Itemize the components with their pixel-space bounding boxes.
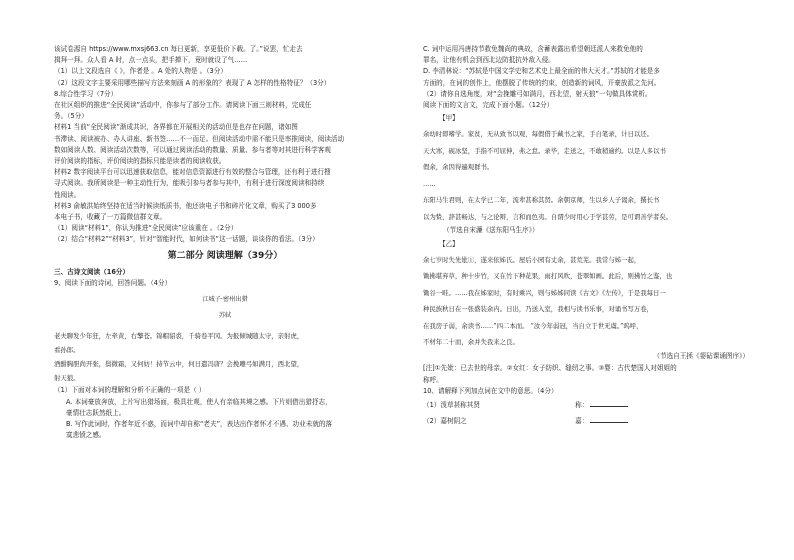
- material-2: 材料2 数字阅读平台可以迅速获取信息，能对信息资源进行有效的整合与管理，还有利于进行搜: [54, 168, 331, 177]
- passage-jia-ellipsis: ……: [423, 179, 436, 188]
- passage-jia-line: 东阳马生君则，在太学已二年，流辈甚称其贤。余朝京师，生以乡人子谒余，撰长书: [423, 196, 660, 205]
- option-d-cont: 方面的，在词的创作上，他摆脱了传统的约束，创造新的词风，开豪放派之先河。: [423, 78, 661, 87]
- section-title: 第二部分 阅读理解（39分）: [167, 250, 283, 261]
- passage-yi-line: 不材年二十而，余并失我来之良。: [423, 338, 519, 347]
- passage-yi-label: 【乙】: [439, 239, 459, 248]
- passage-yi-source: （节选自王拯《媭砧课诵图序》）: [653, 351, 749, 360]
- poem-line: 射天狼。: [54, 374, 80, 383]
- option-c: C. 词中运用冯唐持节救免魏尚的典故，含蓄表露出希望朝廷派人来救免他的: [423, 45, 643, 53]
- question-10-item-label: 嘉：: [575, 417, 589, 426]
- text-line: 性阅读。: [54, 190, 81, 199]
- text-line: 评价阅读的指标，评价阅读的指标只能是读者的阅读收获。: [54, 157, 226, 166]
- right-column: [423, 44, 749, 428]
- text-line: 在社区组织的推进“全民阅读”活动中，你参与了部分工作。请阅读下面三则材料，完成任: [54, 101, 312, 110]
- material-1: 材料1 当前“全民阅读”渐成共识，各界都在开展相关的活动但是也存在问题，诸如图: [54, 123, 298, 132]
- passage-jia-label: 【甲】: [439, 114, 459, 123]
- question-8-sub-1: （1）阅读“材料1”，你认为推进“全民阅读”应该重在 。（2分）: [54, 224, 238, 233]
- text-line: 书滞读、阅读被办、办人讲座、新书签……不一而足。但阅读活动中需不能只是率推阅读，阅读活动: [54, 134, 345, 143]
- passage-jia-line: 假余，余因得遍观群书。: [423, 163, 494, 172]
- text-line: 本电子书，收藏了一万篇微信群文章。: [54, 213, 167, 222]
- question-8-sub-2: （2）结合“材料2”“材料3”，针对“智能时代，如何读书”这一话题，谈谈你的看法。（3分）: [54, 235, 319, 244]
- question-10-item-text: （1）泼草甚称其贤: [423, 401, 480, 410]
- passage-yi-line: 种民族秋日在一张盛装余内。日出，乃送入室，我相与读书乐事，对诵书写万卷，: [423, 305, 654, 314]
- passage-note: [注]①先妣：已去世的母亲。②女红：女子纺织、缝纫之事。③婴：古代楚国人对姐姐的: [423, 364, 677, 373]
- question-8-1: （1）以上文段选自《 》，作者是 。A 处的人物是 。（3分）: [54, 67, 227, 76]
- question-10: 10、请解释下列加点词在文中的意思。（4分）: [423, 387, 558, 396]
- poem-line: 酒酣胸胆尚开张，鬓微霜，又何妨！持节云中，何日遣冯唐？会挽雕弓如满月，西北望，: [54, 360, 304, 369]
- passage-yi-line: 在我房子弱，余读书……”四二本而。 “汝今年弱冠，当自立于世无虞。”呜呼，: [423, 321, 643, 330]
- poem-author: 苏轼: [218, 312, 232, 320]
- left-column: [54, 44, 396, 441]
- poem-title: 江城子·密州出猎: [202, 296, 248, 304]
- question-8-2: （2）这段文字主要采用哪些描写方法来刻画 A 的形象的？表现了 A 怎样的性格特征？（3分）: [54, 78, 331, 87]
- question-10-item-label: 称：: [575, 401, 589, 410]
- option-d: D. 李清林说：“苏轼是中国文学史和艺术史上最全面的伟大天才。”苏轼的才能是多: [423, 67, 660, 76]
- question-10-item-text: （2）嘉树阴之: [423, 417, 467, 426]
- question-9-1: （1）下面对本词的理解和分析不正确的一项是（ ）: [54, 386, 206, 395]
- text-line: 寻式阅读。我所阅读是一种主动性行为，能吸引参与者参与其中，有利于进行深度阅读和持续: [54, 179, 325, 188]
- poem-line: 看孙郎。: [54, 346, 80, 355]
- text-line: 揖拜一拜。众人看 A 时，点一点头，把手掸下，竟时就设了气……: [54, 56, 248, 65]
- text-line: 该试卷源自 https://www.mxsj663.cn 每日更新，享更低价下载。了。”说罢，忙走去: [54, 45, 303, 53]
- answer-blank[interactable]: [590, 415, 628, 423]
- option-a: A. 本词豪放奔放，上片写出猎场面，极具壮观，使人有亲临其境之感。下片则借出猎抒志，: [66, 397, 332, 406]
- sub-section-title: 三、古诗文阅读（16分）: [54, 267, 130, 276]
- passage-jia-line: 余幼时即嗜学。家贫，无从致书以观，每假借于藏书之家，手自笔录，计日以还。: [423, 130, 654, 139]
- poem-line: 老夫聊发少年狂，左牵黄，右擎苍。锦帽貂裘，千骑卷平冈。为报倾城随太守，亲射虎，: [54, 332, 304, 341]
- passage-jia-line: 天大寒，砚冰坚，手指不可屈伸，弗之怠。录毕，走送之，不敢稍逾约。以是人多以书: [423, 146, 666, 155]
- option-b: B. 写作此词时，作者年近不惑，而词中却自称“老夫”，表达出作者怀才不遇、功业未就的落: [66, 420, 333, 429]
- text-line: 务。（5分）: [54, 112, 88, 121]
- question-8-heading: 8.综合性学习（7分）: [54, 89, 118, 98]
- passage-note-cont: 称呼。: [423, 376, 443, 385]
- option-a-cont: 豪情壮志跃然纸上。: [66, 408, 126, 417]
- passage-jia-source: （节选自宋濂《送东阳马生序》）: [443, 226, 539, 235]
- question-9: 9、阅读下面的诗词，回答问题。（4分）: [54, 278, 172, 287]
- passage-jia-line: 以为贽，辞甚畅达，与之论辩，言和而色夷。自谓少时用心于学甚劳，是可谓善学者矣。: [423, 212, 673, 221]
- option-c-cont: 罪名，让他有机会到西北边防抵抗外敌入侵。: [423, 56, 555, 65]
- reading-instruction: 阅读下面的文言文，完成下面小题。（12分）: [423, 101, 554, 110]
- answer-blank[interactable]: [590, 399, 628, 407]
- question-10-item: [423, 399, 749, 411]
- question-10-item: [423, 415, 749, 427]
- passage-yi-line: 锄谷一畦。……我在姊家时，有时乘兴，则与姊姊同读《古文》《左传》，于是我每日一: [423, 288, 666, 297]
- option-b-cont: 寞悲愤之感。: [66, 431, 106, 440]
- material-3: 材料3 俞敏洪始终坚持在适当时候读纸质书，他还读电子书和碎片化文章，购买了3 000多: [54, 201, 317, 210]
- passage-yi-line: 锄拂堪弃草，种十步竹，又在竹下种花果，雨打风吹，苍翠如画。此后，则拂竹之鉴，也: [423, 272, 673, 281]
- text-line: 数如阅读人数、阅读活动次数等，可以通过阅读活动的数量、质量、参与者等对其进行科学客观: [54, 145, 331, 154]
- question-9-2: （2）请你自选角度，对“会挽雕弓如满月，西北望，射天狼”一句做具体赏析。: [423, 89, 652, 98]
- passage-yi-line: 余七岁时失先妣①，遂来依姊氏。屋后小园有丈余，甚荒芜。我常与姊一起，: [423, 255, 641, 264]
